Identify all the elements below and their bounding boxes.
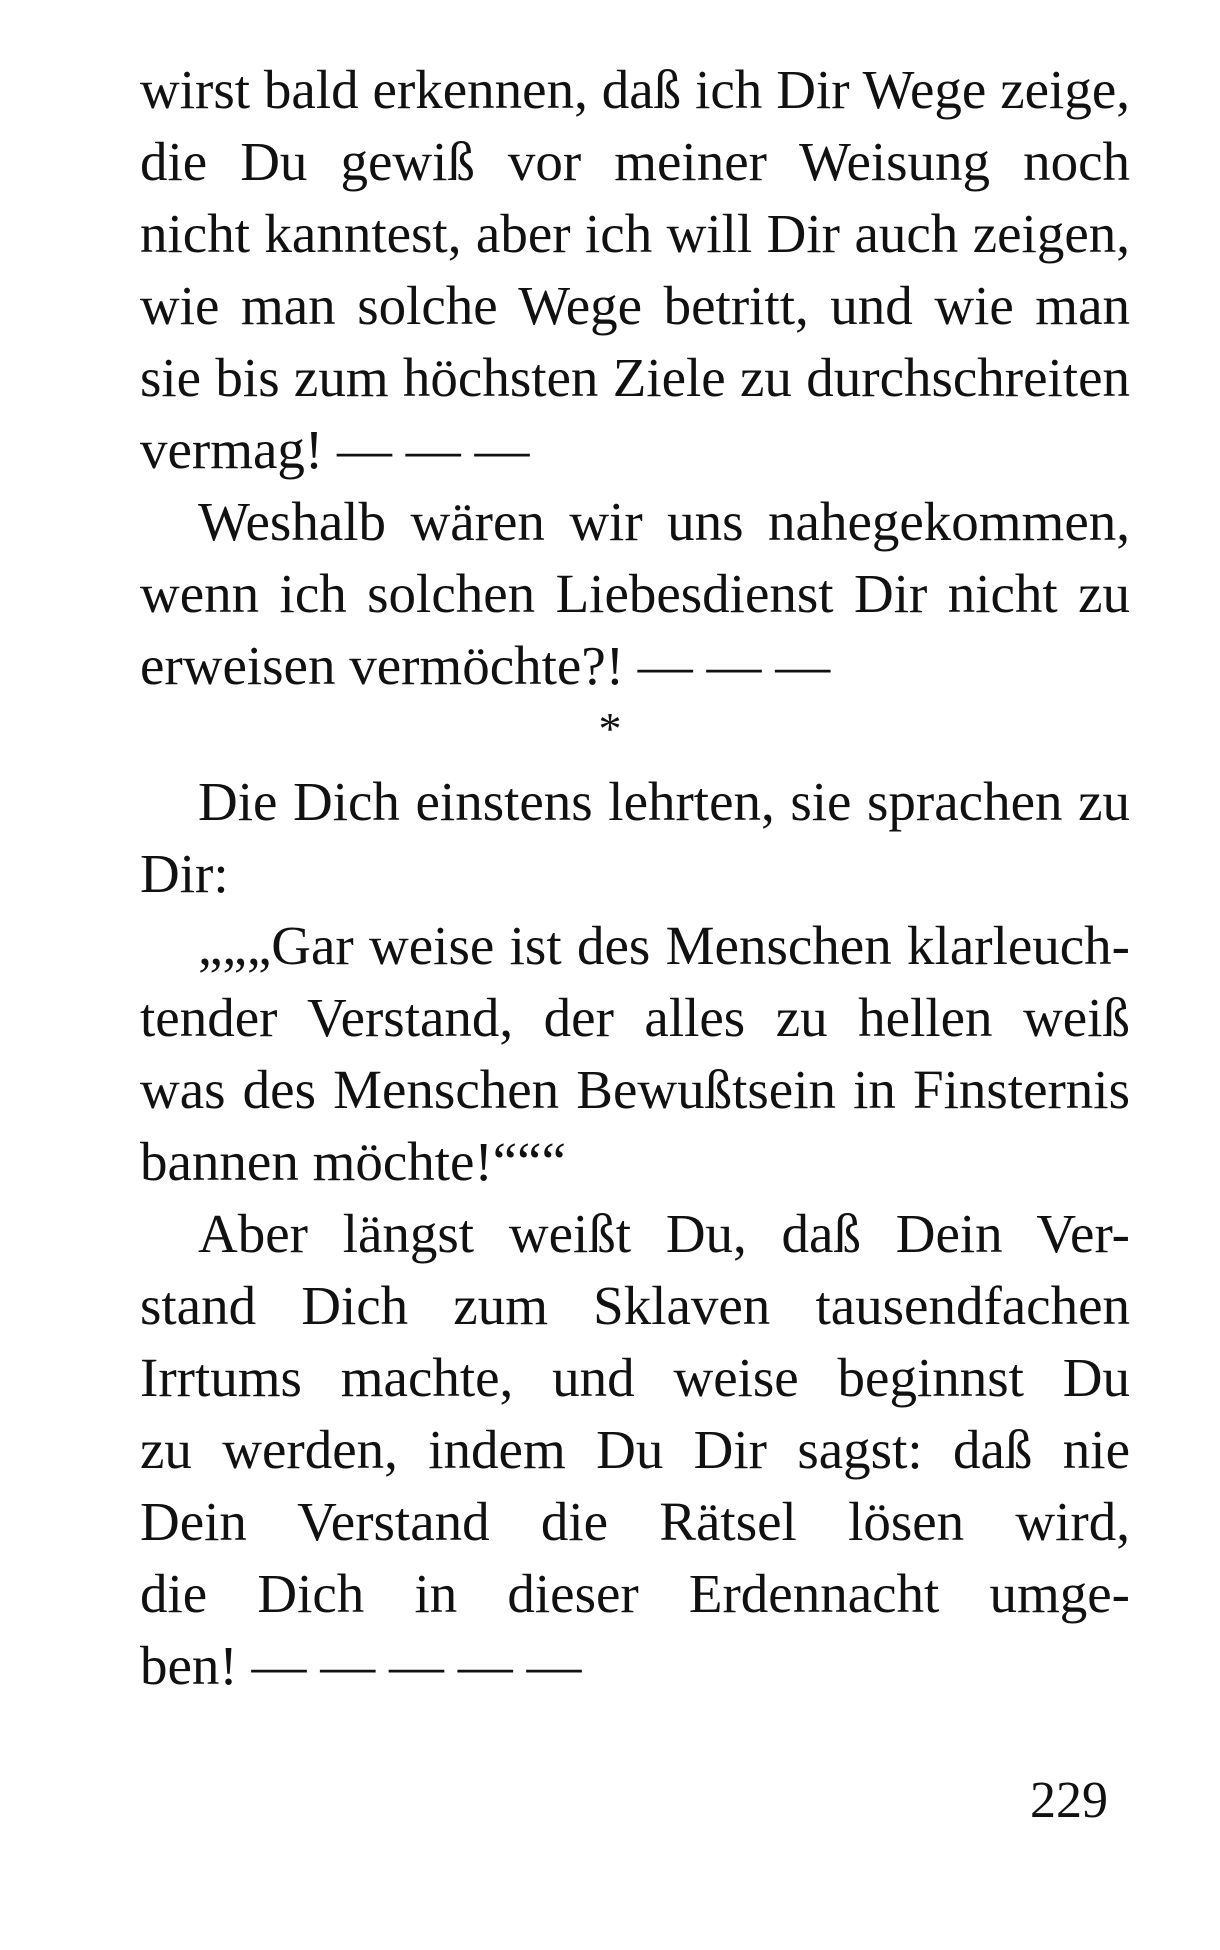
text-line: die Dich in dieser Erdennacht umge- <box>140 1563 1130 1624</box>
text-line: ben! — — — — — <box>140 1635 582 1696</box>
text-line: „„„Gar weise ist des Menschen klarleuch- <box>198 915 1130 976</box>
section-separator: * <box>598 703 622 754</box>
text-line: tender Verstand, der alles zu hellen weiß <box>140 987 1130 1048</box>
text-line: Dein Verstand die Rätsel lösen wird, <box>140 1491 1130 1552</box>
text-line: Aber längst weißt Du, daß Dein Ver- <box>198 1203 1130 1264</box>
page-number: 229 <box>1030 1772 1108 1829</box>
text-line: bannen möchte!“““ <box>140 1131 567 1192</box>
text-line: erweisen vermöchte?! — — — <box>140 635 831 696</box>
text-line: Weshalb wären wir uns nahegekommen, <box>198 491 1130 552</box>
text-line: Die Dich einstens lehrten, sie sprachen zu <box>198 771 1130 832</box>
text-line: was des Menschen Bewußtsein in Finsternis <box>140 1059 1130 1120</box>
text-line: vermag! — — — <box>140 419 530 480</box>
text-line: wie man solche Wege betritt, und wie man <box>140 275 1130 336</box>
text-line: Irrtums machte, und weise beginnst Du <box>140 1347 1130 1408</box>
text-line: nicht kanntest, aber ich will Dir auch zeigen, <box>140 203 1130 264</box>
text-line: stand Dich zum Sklaven tausendfachen <box>140 1275 1130 1336</box>
text-line: die Du gewiß vor meiner Weisung noch <box>140 131 1130 192</box>
text-line: zu werden, indem Du Dir sagst: daß nie <box>140 1419 1130 1480</box>
text-line: wenn ich solchen Liebesdienst Dir nicht zu <box>140 563 1130 624</box>
text-line: sie bis zum höchsten Ziele zu durchschreiten <box>140 347 1130 408</box>
text-line: Dir: <box>140 843 229 904</box>
text-line: wirst bald erkennen, daß ich Dir Wege zeige, <box>140 59 1130 120</box>
